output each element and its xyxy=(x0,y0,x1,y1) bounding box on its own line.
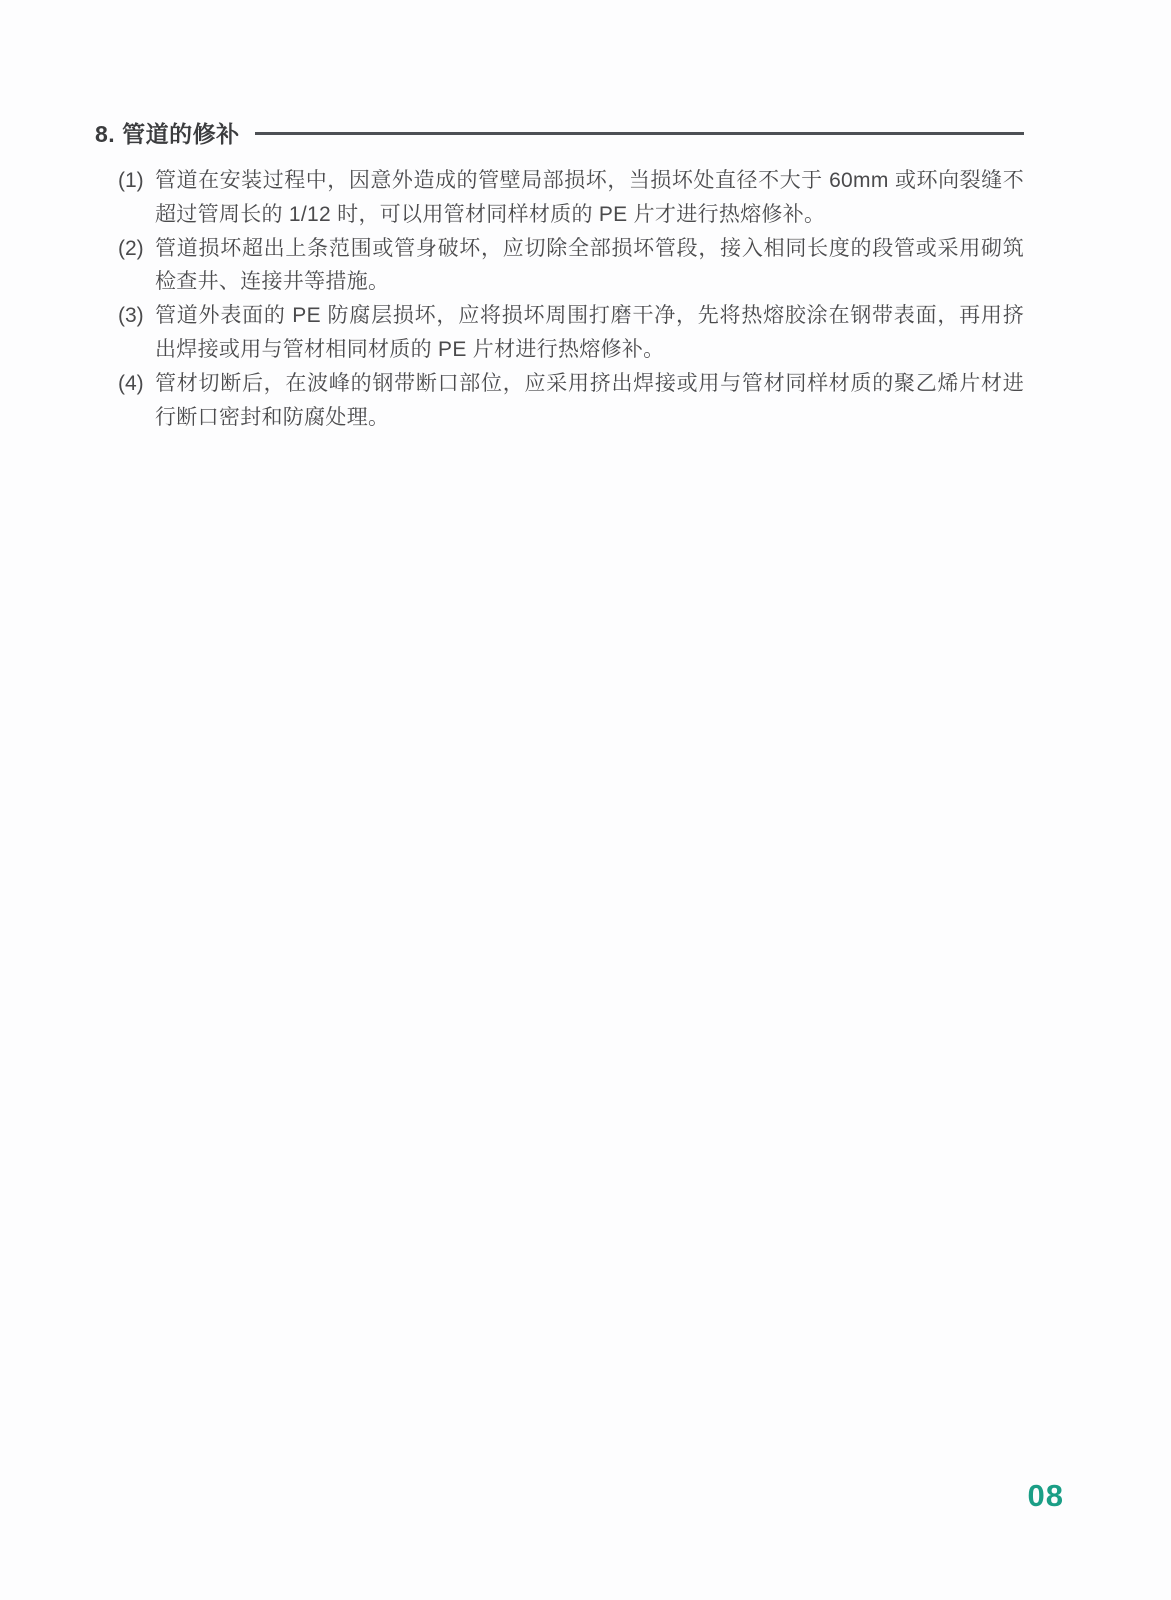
section-heading-row xyxy=(95,117,1024,147)
page-content xyxy=(95,117,1024,434)
list-item-text: 管材切断后，在波峰的钢带断口部位，应采用挤出焊接或用与管材同样材质的聚乙烯片材进行断口密封和防腐处理。 xyxy=(155,371,1024,429)
list-item-marker: (1) xyxy=(118,169,144,192)
list-item-text: 管道在安装过程中，因意外造成的管壁局部损坏，当损坏处直径不大于 60mm 或环向裂缝不超过管周长的 1/12 时，可以用管材同样材质的 PE 片才进行热熔修补。 xyxy=(155,169,1024,226)
heading-rule-divider xyxy=(255,132,1024,135)
list-item-text: 管道外表面的 PE 防腐层损坏，应将损坏周围打磨干净，先将热熔胶涂在钢带表面，再用挤出焊接或用与管材相同材质的 PE 片材进行热熔修补。 xyxy=(155,304,1024,361)
list-item xyxy=(118,164,1024,232)
page-number: 08 xyxy=(1027,1478,1064,1513)
list-item xyxy=(118,299,1024,367)
repair-instructions-list xyxy=(95,164,1024,434)
list-item-marker: (3) xyxy=(118,304,144,328)
list-item xyxy=(118,232,1024,300)
list-item-text: 管道损坏超出上条范围或管身破坏，应切除全部损坏管段，接入相同长度的段管或采用砌筑检查井、连接井等措施。 xyxy=(155,236,1024,294)
list-item xyxy=(118,367,1024,435)
section-heading: 8. 管道的修补 xyxy=(95,120,240,147)
list-item-marker: (4) xyxy=(118,371,144,395)
list-item-marker: (2) xyxy=(118,236,144,260)
